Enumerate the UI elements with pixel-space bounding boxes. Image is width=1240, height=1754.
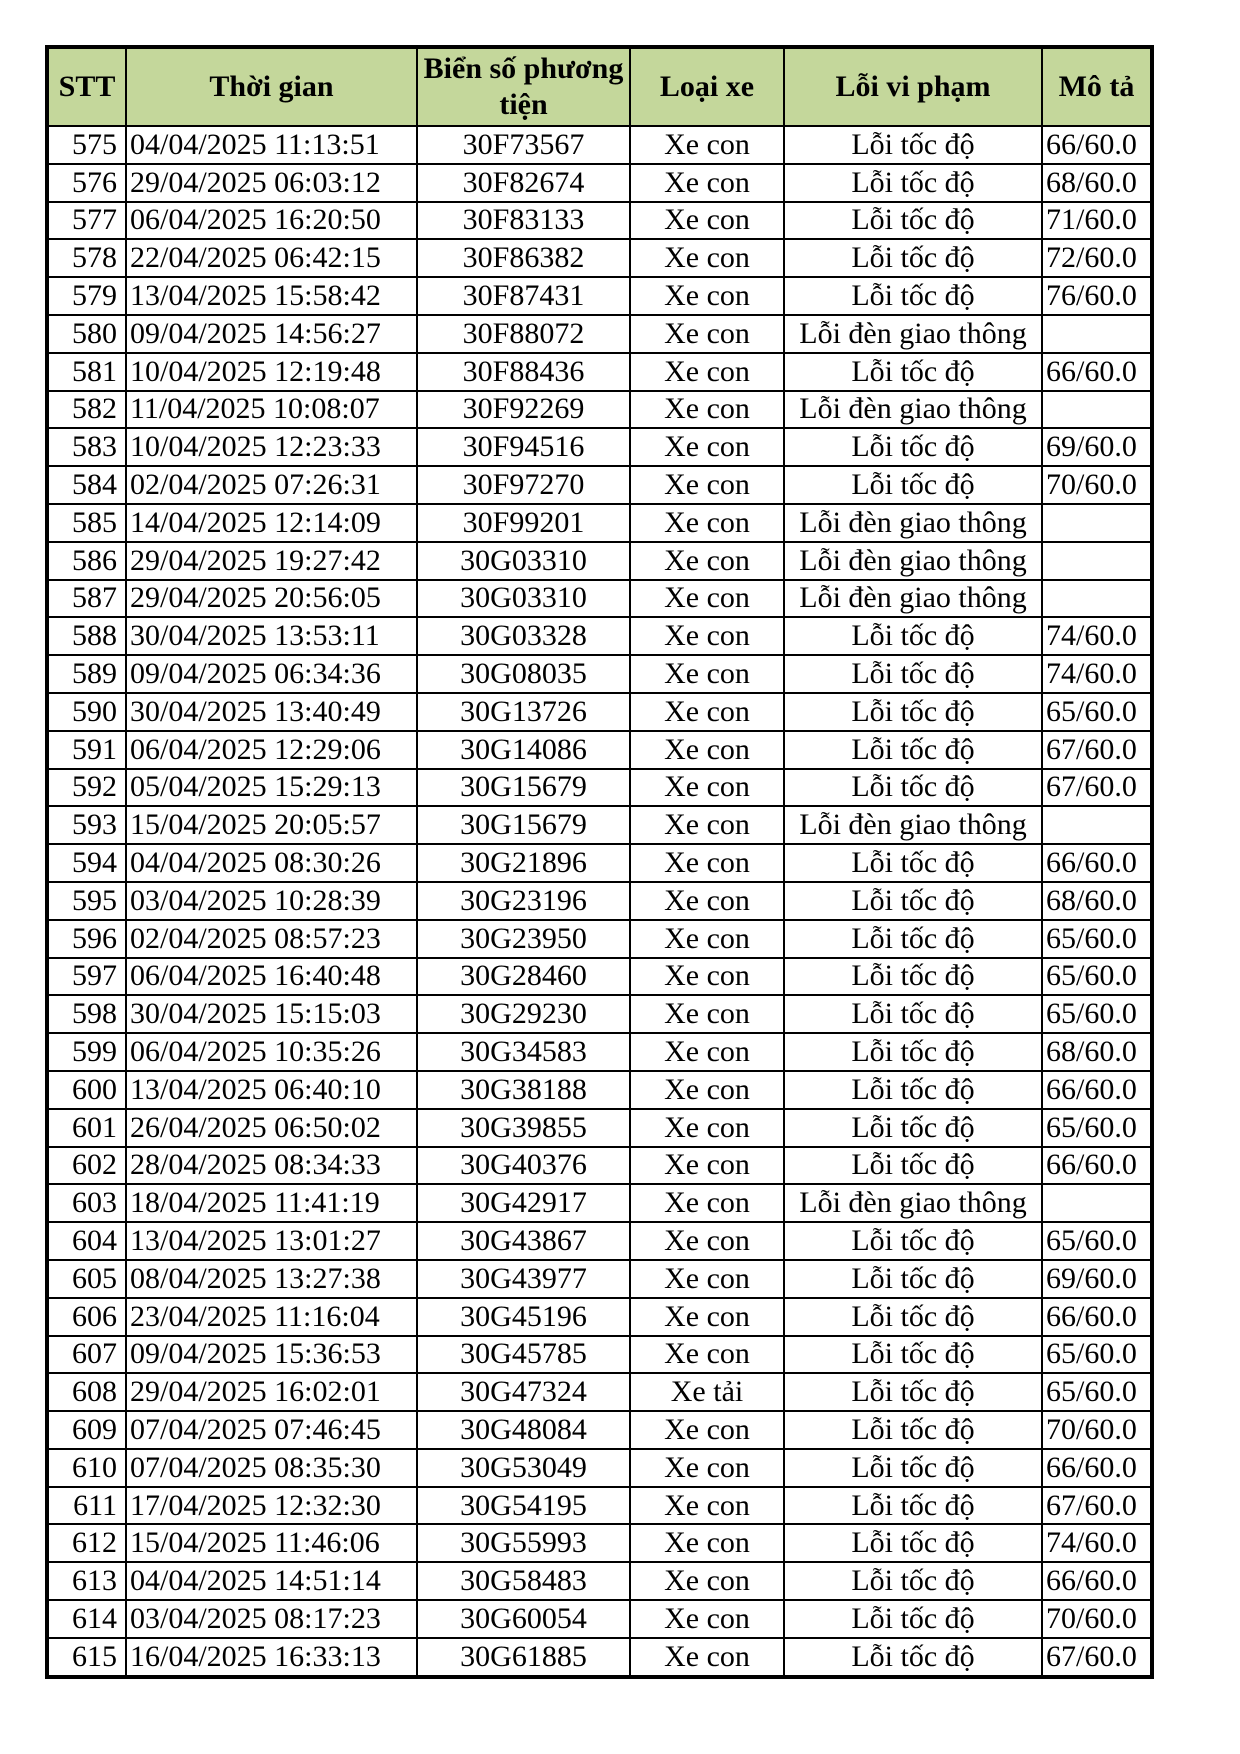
- cell: 30G28460: [417, 958, 630, 996]
- cell: 597: [47, 958, 126, 996]
- cell: Lỗi tốc độ: [784, 1411, 1042, 1449]
- cell: 18/04/2025 11:41:19: [126, 1184, 417, 1222]
- cell: Xe con: [630, 1298, 784, 1336]
- cell: Lỗi đèn giao thông: [784, 580, 1042, 618]
- cell: 66/60.0: [1042, 844, 1152, 882]
- cell: 13/04/2025 15:58:42: [126, 277, 417, 315]
- cell: 66/60.0: [1042, 353, 1152, 391]
- cell: 30G29230: [417, 995, 630, 1033]
- table-row: [47, 806, 1152, 844]
- cell: Lỗi tốc độ: [784, 1336, 1042, 1374]
- cell: 29/04/2025 19:27:42: [126, 542, 417, 580]
- cell: 30G42917: [417, 1184, 630, 1222]
- cell: 585: [47, 504, 126, 542]
- header-row: [47, 47, 1152, 126]
- cell: 30G43867: [417, 1222, 630, 1260]
- table-row: [47, 239, 1152, 277]
- cell: Xe con: [630, 958, 784, 996]
- cell: Lỗi tốc độ: [784, 1449, 1042, 1487]
- table-row: [47, 958, 1152, 996]
- cell: 30G15679: [417, 806, 630, 844]
- cell: 68/60.0: [1042, 164, 1152, 202]
- cell: 10/04/2025 12:19:48: [126, 353, 417, 391]
- table-row: [47, 542, 1152, 580]
- column-header-5: Mô tả: [1042, 47, 1152, 126]
- cell: 06/04/2025 10:35:26: [126, 1033, 417, 1071]
- cell: 15/04/2025 20:05:57: [126, 806, 417, 844]
- cell: 30G54195: [417, 1487, 630, 1525]
- cell: Xe con: [630, 769, 784, 807]
- cell: Lỗi đèn giao thông: [784, 504, 1042, 542]
- column-header-0: STT: [47, 47, 126, 126]
- cell: Xe con: [630, 655, 784, 693]
- cell: 76/60.0: [1042, 277, 1152, 315]
- cell: Lỗi tốc độ: [784, 277, 1042, 315]
- table-row: [47, 1147, 1152, 1185]
- cell: 71/60.0: [1042, 202, 1152, 240]
- cell: 14/04/2025 12:14:09: [126, 504, 417, 542]
- cell: 66/60.0: [1042, 1562, 1152, 1600]
- column-header-2: Biển số phương tiện: [417, 47, 630, 126]
- cell: Lỗi tốc độ: [784, 995, 1042, 1033]
- cell: 593: [47, 806, 126, 844]
- cell: Xe con: [630, 428, 784, 466]
- cell: 65/60.0: [1042, 920, 1152, 958]
- cell: Xe con: [630, 1222, 784, 1260]
- cell: [1042, 806, 1152, 844]
- table-row: [47, 617, 1152, 655]
- cell: Lỗi tốc độ: [784, 1260, 1042, 1298]
- cell: 30G03328: [417, 617, 630, 655]
- cell: Lỗi tốc độ: [784, 466, 1042, 504]
- cell: 04/04/2025 14:51:14: [126, 1562, 417, 1600]
- cell: Lỗi tốc độ: [784, 731, 1042, 769]
- table-row: [47, 1562, 1152, 1600]
- cell: 611: [47, 1487, 126, 1525]
- cell: 65/60.0: [1042, 1373, 1152, 1411]
- cell: 06/04/2025 16:40:48: [126, 958, 417, 996]
- cell: 30G34583: [417, 1033, 630, 1071]
- cell: Xe con: [630, 580, 784, 618]
- cell: 17/04/2025 12:32:30: [126, 1487, 417, 1525]
- cell: 596: [47, 920, 126, 958]
- cell: 577: [47, 202, 126, 240]
- cell: Xe con: [630, 239, 784, 277]
- cell: 65/60.0: [1042, 1336, 1152, 1374]
- cell: 30/04/2025 13:53:11: [126, 617, 417, 655]
- cell: Lỗi tốc độ: [784, 693, 1042, 731]
- cell: Xe con: [630, 542, 784, 580]
- cell: 609: [47, 1411, 126, 1449]
- cell: 576: [47, 164, 126, 202]
- cell: 608: [47, 1373, 126, 1411]
- cell: Xe con: [630, 277, 784, 315]
- cell: [1042, 542, 1152, 580]
- table-row: [47, 655, 1152, 693]
- table-row: [47, 428, 1152, 466]
- cell: 74/60.0: [1042, 617, 1152, 655]
- table-row: [47, 693, 1152, 731]
- cell: 69/60.0: [1042, 428, 1152, 466]
- cell: 30F87431: [417, 277, 630, 315]
- cell: 65/60.0: [1042, 1109, 1152, 1147]
- cell: Lỗi tốc độ: [784, 1600, 1042, 1638]
- cell: 02/04/2025 08:57:23: [126, 920, 417, 958]
- cell: Lỗi tốc độ: [784, 202, 1042, 240]
- cell: 03/04/2025 10:28:39: [126, 882, 417, 920]
- cell: Lỗi tốc độ: [784, 844, 1042, 882]
- cell: 30G53049: [417, 1449, 630, 1487]
- cell: 09/04/2025 14:56:27: [126, 315, 417, 353]
- cell: 67/60.0: [1042, 731, 1152, 769]
- cell: 615: [47, 1638, 126, 1677]
- cell: 08/04/2025 13:27:38: [126, 1260, 417, 1298]
- cell: 589: [47, 655, 126, 693]
- table-row: [47, 1184, 1152, 1222]
- cell: 29/04/2025 06:03:12: [126, 164, 417, 202]
- cell: 588: [47, 617, 126, 655]
- cell: Lỗi đèn giao thông: [784, 1184, 1042, 1222]
- cell: Lỗi đèn giao thông: [784, 315, 1042, 353]
- cell: 30G03310: [417, 542, 630, 580]
- cell: Lỗi tốc độ: [784, 239, 1042, 277]
- cell: 30/04/2025 15:15:03: [126, 995, 417, 1033]
- cell: 70/60.0: [1042, 1600, 1152, 1638]
- cell: 575: [47, 126, 126, 164]
- cell: 30G13726: [417, 693, 630, 731]
- cell: 599: [47, 1033, 126, 1071]
- cell: 30G40376: [417, 1147, 630, 1185]
- column-header-4: Lỗi vi phạm: [784, 47, 1042, 126]
- cell: Lỗi tốc độ: [784, 1109, 1042, 1147]
- table-row: [47, 1600, 1152, 1638]
- cell: Lỗi tốc độ: [784, 1298, 1042, 1336]
- cell: Lỗi đèn giao thông: [784, 542, 1042, 580]
- cell: 591: [47, 731, 126, 769]
- cell: 580: [47, 315, 126, 353]
- cell: 30G61885: [417, 1638, 630, 1677]
- cell: Lỗi đèn giao thông: [784, 391, 1042, 429]
- cell: 30G47324: [417, 1373, 630, 1411]
- cell: [1042, 1184, 1152, 1222]
- cell: [1042, 391, 1152, 429]
- cell: 606: [47, 1298, 126, 1336]
- cell: Xe con: [630, 1487, 784, 1525]
- cell: 67/60.0: [1042, 769, 1152, 807]
- cell: 30G21896: [417, 844, 630, 882]
- cell: 30G60054: [417, 1600, 630, 1638]
- cell: 07/04/2025 08:35:30: [126, 1449, 417, 1487]
- cell: 30F97270: [417, 466, 630, 504]
- cell: Xe con: [630, 126, 784, 164]
- cell: 612: [47, 1524, 126, 1562]
- cell: 586: [47, 542, 126, 580]
- cell: 605: [47, 1260, 126, 1298]
- cell: 07/04/2025 07:46:45: [126, 1411, 417, 1449]
- table-row: [47, 164, 1152, 202]
- cell: 30F88436: [417, 353, 630, 391]
- table-row: [47, 1373, 1152, 1411]
- cell: 16/04/2025 16:33:13: [126, 1638, 417, 1677]
- cell: Xe con: [630, 693, 784, 731]
- cell: 30G43977: [417, 1260, 630, 1298]
- cell: 30G39855: [417, 1109, 630, 1147]
- cell: 68/60.0: [1042, 882, 1152, 920]
- cell: Lỗi tốc độ: [784, 1373, 1042, 1411]
- cell: Xe con: [630, 353, 784, 391]
- cell: 30G38188: [417, 1071, 630, 1109]
- cell: Xe con: [630, 1147, 784, 1185]
- cell: 65/60.0: [1042, 958, 1152, 996]
- cell: Xe con: [630, 617, 784, 655]
- cell: 05/04/2025 15:29:13: [126, 769, 417, 807]
- table-row: [47, 731, 1152, 769]
- cell: 598: [47, 995, 126, 1033]
- cell: 600: [47, 1071, 126, 1109]
- cell: 30F73567: [417, 126, 630, 164]
- table-row: [47, 1033, 1152, 1071]
- cell: 579: [47, 277, 126, 315]
- cell: Xe con: [630, 1600, 784, 1638]
- cell: Xe con: [630, 466, 784, 504]
- cell: [1042, 504, 1152, 542]
- cell: 30F92269: [417, 391, 630, 429]
- cell: Lỗi tốc độ: [784, 1071, 1042, 1109]
- cell: Lỗi tốc độ: [784, 1487, 1042, 1525]
- cell: Xe con: [630, 1260, 784, 1298]
- cell: Xe con: [630, 920, 784, 958]
- cell: Xe con: [630, 1562, 784, 1600]
- table-row: [47, 882, 1152, 920]
- cell: 592: [47, 769, 126, 807]
- table-row: [47, 1524, 1152, 1562]
- cell: 69/60.0: [1042, 1260, 1152, 1298]
- table-row: [47, 1487, 1152, 1525]
- cell: Xe con: [630, 315, 784, 353]
- cell: Lỗi tốc độ: [784, 428, 1042, 466]
- cell: 74/60.0: [1042, 1524, 1152, 1562]
- cell: Xe con: [630, 844, 784, 882]
- cell: 03/04/2025 08:17:23: [126, 1600, 417, 1638]
- table-row: [47, 769, 1152, 807]
- cell: 66/60.0: [1042, 1147, 1152, 1185]
- cell: Xe con: [630, 1071, 784, 1109]
- cell: 30G15679: [417, 769, 630, 807]
- cell: 30F86382: [417, 239, 630, 277]
- cell: 583: [47, 428, 126, 466]
- table-row: [47, 920, 1152, 958]
- cell: 30G08035: [417, 655, 630, 693]
- table-row: [47, 1071, 1152, 1109]
- cell: 30G48084: [417, 1411, 630, 1449]
- table-row: [47, 1222, 1152, 1260]
- cell: 30G45196: [417, 1298, 630, 1336]
- cell: Xe con: [630, 1033, 784, 1071]
- cell: Lỗi tốc độ: [784, 882, 1042, 920]
- cell: 65/60.0: [1042, 693, 1152, 731]
- cell: 70/60.0: [1042, 466, 1152, 504]
- table-row: [47, 1638, 1152, 1677]
- table-header: [47, 47, 1152, 126]
- cell: Lỗi tốc độ: [784, 769, 1042, 807]
- cell: Xe con: [630, 1184, 784, 1222]
- cell: Xe con: [630, 1524, 784, 1562]
- cell: 66/60.0: [1042, 1298, 1152, 1336]
- cell: Xe con: [630, 1336, 784, 1374]
- cell: Lỗi tốc độ: [784, 353, 1042, 391]
- cell: Lỗi tốc độ: [784, 920, 1042, 958]
- cell: 30G14086: [417, 731, 630, 769]
- table-row: [47, 1411, 1152, 1449]
- cell: 30F94516: [417, 428, 630, 466]
- table-row: [47, 202, 1152, 240]
- cell: Lỗi tốc độ: [784, 126, 1042, 164]
- cell: [1042, 315, 1152, 353]
- column-header-1: Thời gian: [126, 47, 417, 126]
- column-header-3: Loại xe: [630, 47, 784, 126]
- cell: 06/04/2025 16:20:50: [126, 202, 417, 240]
- table-row: [47, 995, 1152, 1033]
- table-row: [47, 277, 1152, 315]
- cell: 67/60.0: [1042, 1638, 1152, 1677]
- table-row: [47, 466, 1152, 504]
- cell: 30F88072: [417, 315, 630, 353]
- cell: Xe con: [630, 504, 784, 542]
- cell: 614: [47, 1600, 126, 1638]
- cell: 09/04/2025 06:34:36: [126, 655, 417, 693]
- cell: Lỗi tốc độ: [784, 1222, 1042, 1260]
- cell: 30G23950: [417, 920, 630, 958]
- cell: 02/04/2025 07:26:31: [126, 466, 417, 504]
- cell: Lỗi tốc độ: [784, 1147, 1042, 1185]
- table-body: [47, 126, 1152, 1677]
- cell: Xe con: [630, 202, 784, 240]
- cell: 30F83133: [417, 202, 630, 240]
- cell: [1042, 580, 1152, 618]
- cell: 610: [47, 1449, 126, 1487]
- cell: 30G45785: [417, 1336, 630, 1374]
- cell: 584: [47, 466, 126, 504]
- cell: Xe con: [630, 882, 784, 920]
- cell: 28/04/2025 08:34:33: [126, 1147, 417, 1185]
- cell: 587: [47, 580, 126, 618]
- cell: 30G58483: [417, 1562, 630, 1600]
- cell: Xe con: [630, 1411, 784, 1449]
- cell: Xe con: [630, 164, 784, 202]
- cell: 30G03310: [417, 580, 630, 618]
- cell: 581: [47, 353, 126, 391]
- cell: 30G23196: [417, 882, 630, 920]
- cell: Xe con: [630, 806, 784, 844]
- cell: 601: [47, 1109, 126, 1147]
- cell: Lỗi tốc độ: [784, 1638, 1042, 1677]
- cell: Lỗi tốc độ: [784, 1524, 1042, 1562]
- cell: 15/04/2025 11:46:06: [126, 1524, 417, 1562]
- cell: Lỗi tốc độ: [784, 1562, 1042, 1600]
- cell: 66/60.0: [1042, 126, 1152, 164]
- cell: Xe con: [630, 1638, 784, 1677]
- cell: 13/04/2025 06:40:10: [126, 1071, 417, 1109]
- table-row: [47, 353, 1152, 391]
- cell: 23/04/2025 11:16:04: [126, 1298, 417, 1336]
- cell: Lỗi đèn giao thông: [784, 806, 1042, 844]
- table-row: [47, 1260, 1152, 1298]
- violations-table: [45, 45, 1154, 1679]
- table-row: [47, 1109, 1152, 1147]
- cell: Lỗi tốc độ: [784, 617, 1042, 655]
- cell: 06/04/2025 12:29:06: [126, 731, 417, 769]
- cell: 66/60.0: [1042, 1071, 1152, 1109]
- cell: 595: [47, 882, 126, 920]
- cell: 22/04/2025 06:42:15: [126, 239, 417, 277]
- table-row: [47, 1298, 1152, 1336]
- cell: Xe con: [630, 391, 784, 429]
- cell: 30/04/2025 13:40:49: [126, 693, 417, 731]
- cell: 04/04/2025 08:30:26: [126, 844, 417, 882]
- cell: Xe tải: [630, 1373, 784, 1411]
- cell: Lỗi tốc độ: [784, 958, 1042, 996]
- cell: 70/60.0: [1042, 1411, 1152, 1449]
- table-row: [47, 1336, 1152, 1374]
- cell: 74/60.0: [1042, 655, 1152, 693]
- table-row: [47, 391, 1152, 429]
- cell: 30F82674: [417, 164, 630, 202]
- cell: Xe con: [630, 1449, 784, 1487]
- cell: 594: [47, 844, 126, 882]
- cell: 607: [47, 1336, 126, 1374]
- cell: 66/60.0: [1042, 1449, 1152, 1487]
- cell: 29/04/2025 16:02:01: [126, 1373, 417, 1411]
- cell: Xe con: [630, 995, 784, 1033]
- cell: Xe con: [630, 1109, 784, 1147]
- cell: Lỗi tốc độ: [784, 1033, 1042, 1071]
- cell: 604: [47, 1222, 126, 1260]
- cell: Lỗi tốc độ: [784, 164, 1042, 202]
- cell: 65/60.0: [1042, 1222, 1152, 1260]
- cell: 67/60.0: [1042, 1487, 1152, 1525]
- cell: 603: [47, 1184, 126, 1222]
- table-row: [47, 580, 1152, 618]
- table-row: [47, 844, 1152, 882]
- cell: 578: [47, 239, 126, 277]
- cell: 65/60.0: [1042, 995, 1152, 1033]
- cell: Xe con: [630, 731, 784, 769]
- cell: 30G55993: [417, 1524, 630, 1562]
- cell: 13/04/2025 13:01:27: [126, 1222, 417, 1260]
- cell: 602: [47, 1147, 126, 1185]
- cell: 26/04/2025 06:50:02: [126, 1109, 417, 1147]
- cell: 72/60.0: [1042, 239, 1152, 277]
- table-row: [47, 126, 1152, 164]
- table-row: [47, 504, 1152, 542]
- cell: 29/04/2025 20:56:05: [126, 580, 417, 618]
- cell: 09/04/2025 15:36:53: [126, 1336, 417, 1374]
- cell: 30F99201: [417, 504, 630, 542]
- cell: 582: [47, 391, 126, 429]
- cell: 590: [47, 693, 126, 731]
- cell: 10/04/2025 12:23:33: [126, 428, 417, 466]
- cell: 68/60.0: [1042, 1033, 1152, 1071]
- cell: Lỗi tốc độ: [784, 655, 1042, 693]
- table-row: [47, 1449, 1152, 1487]
- table-row: [47, 315, 1152, 353]
- cell: 613: [47, 1562, 126, 1600]
- cell: 04/04/2025 11:13:51: [126, 126, 417, 164]
- cell: 11/04/2025 10:08:07: [126, 391, 417, 429]
